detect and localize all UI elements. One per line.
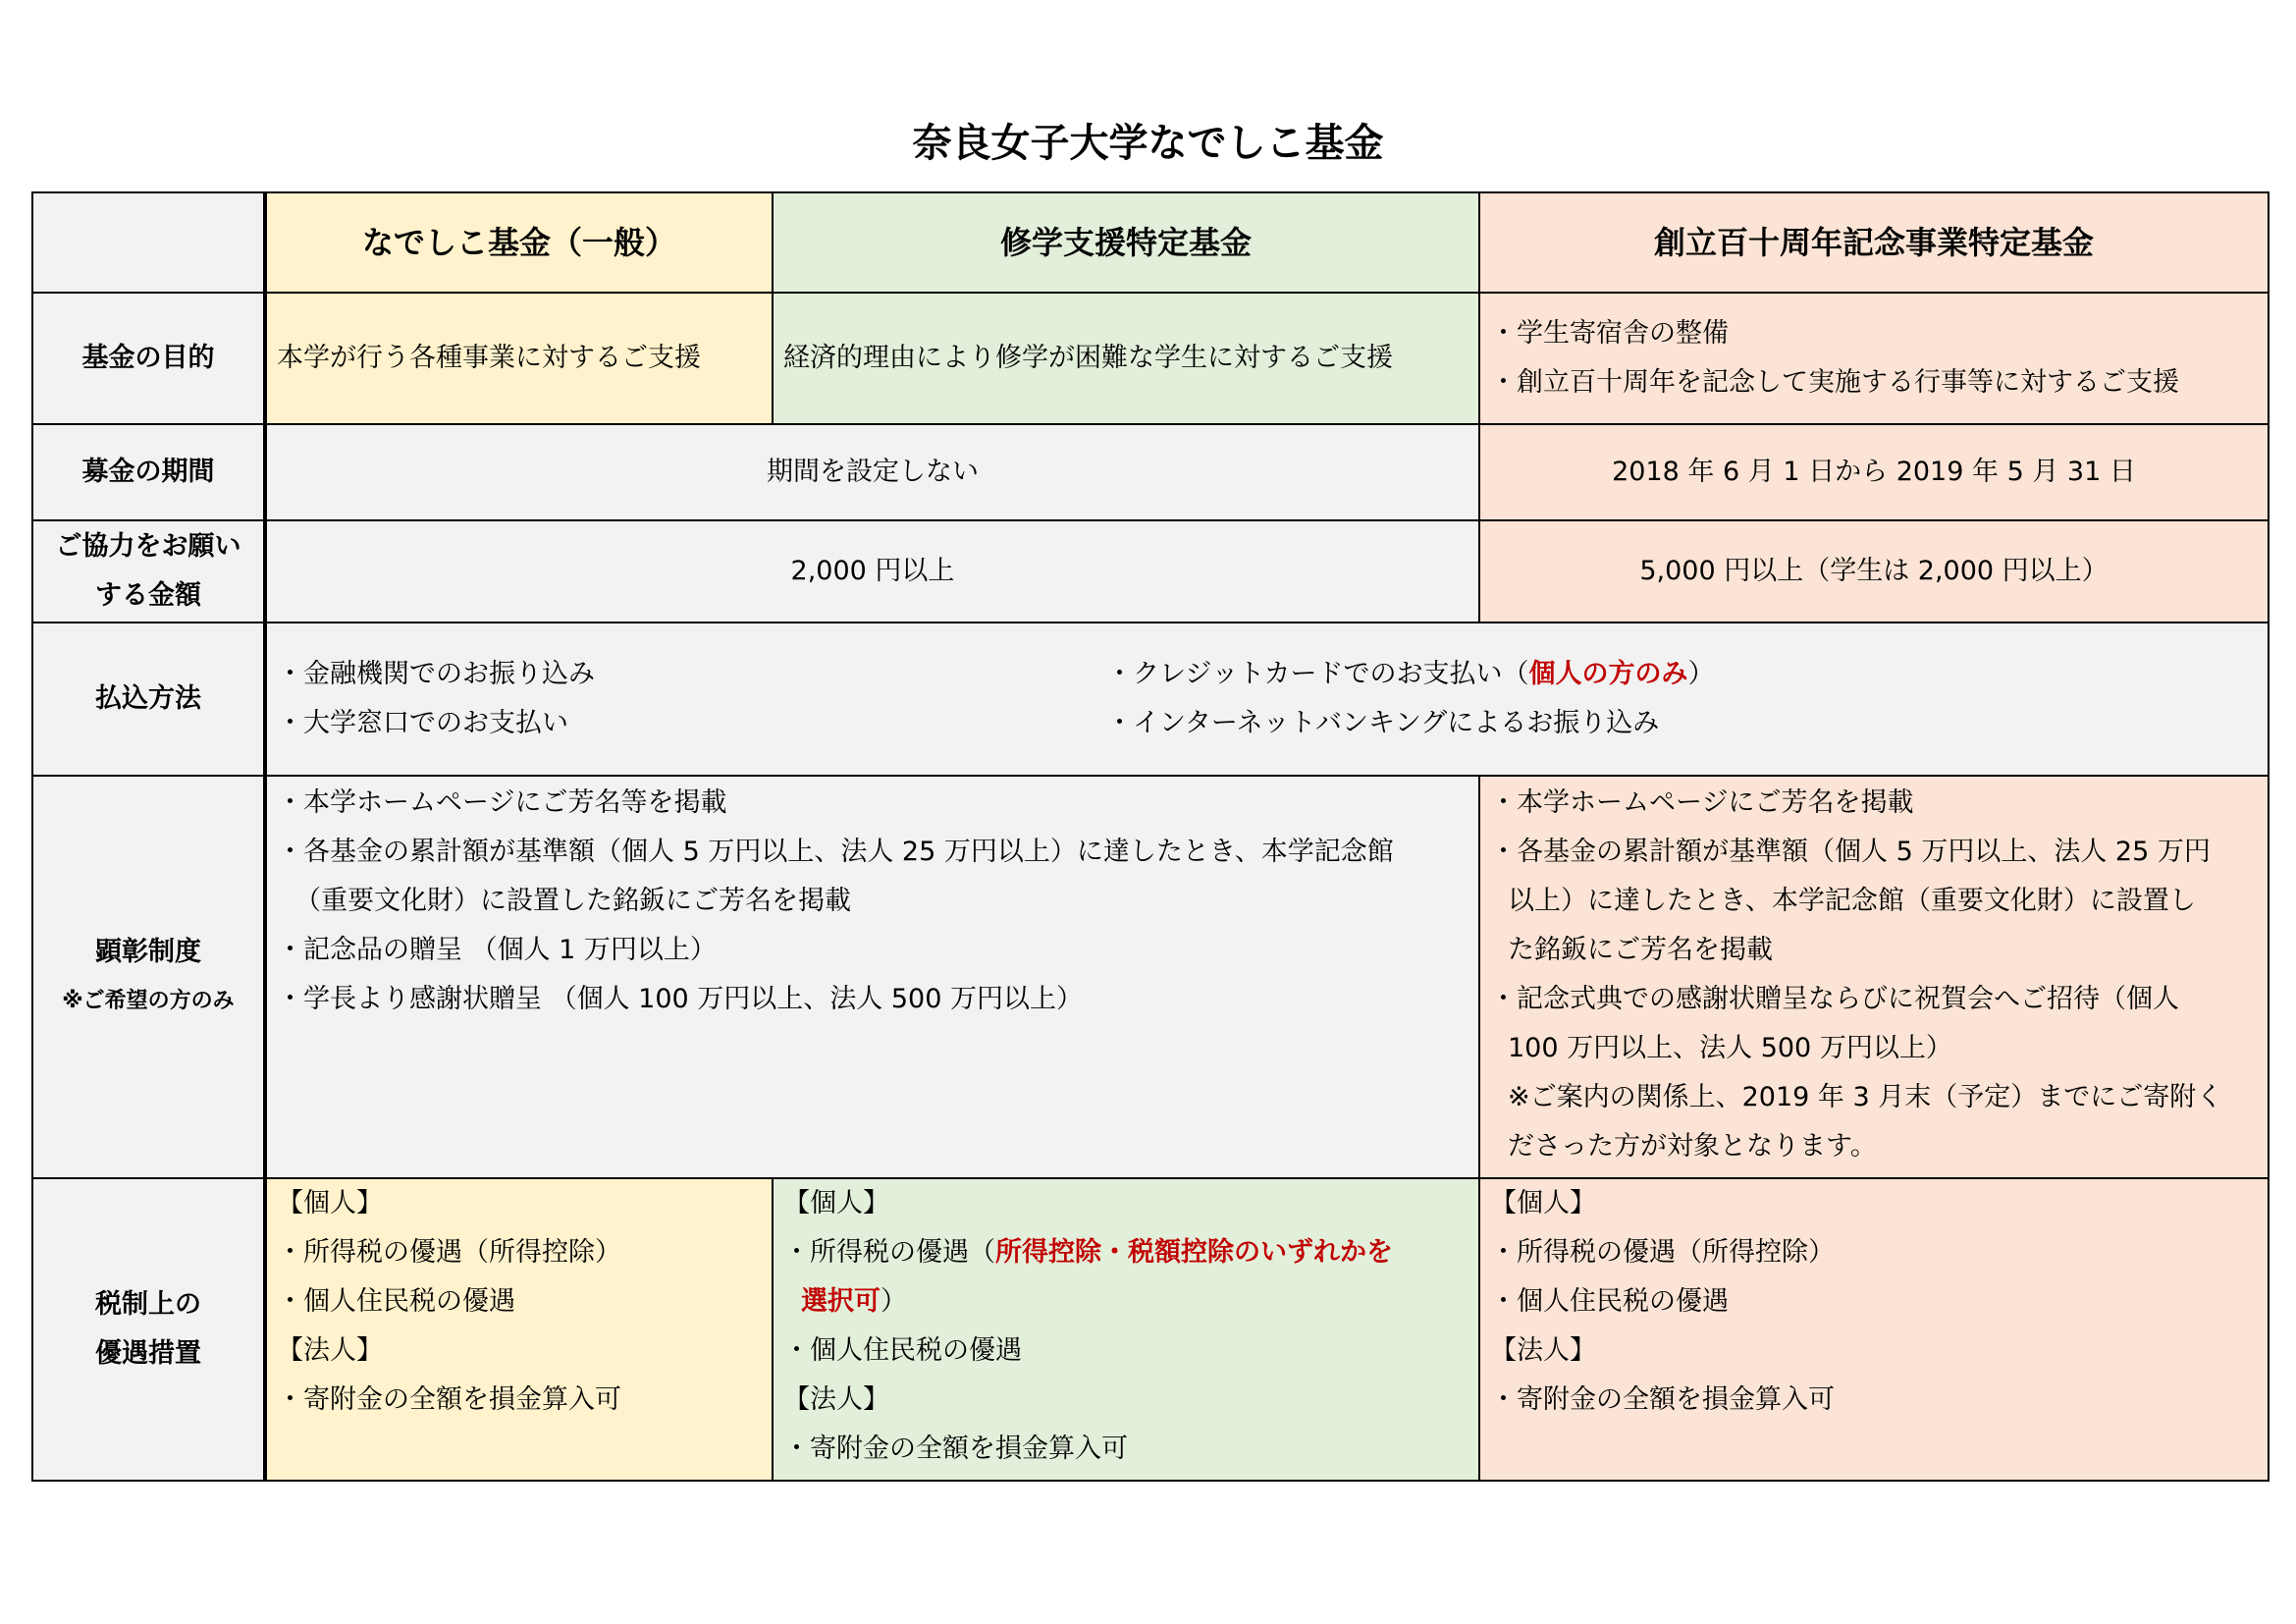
tax-item: ・個人住民税の優遇 <box>1490 1286 1729 1317</box>
tax-item-income-cont <box>783 1277 1468 1326</box>
tax-item: ・所得税の優遇（所得控除） <box>277 1237 621 1268</box>
amount-label-line2: する金額 <box>95 580 201 611</box>
tax-item: 【個人】 <box>783 1188 889 1218</box>
recognition-item: ・各基金の累計額が基準額（個人 5 万円以上、法人 25 万円以上）に達したとき、本学記念館 <box>277 837 1394 867</box>
tax-anniversary <box>1479 1178 2269 1481</box>
tax-item: ・寄附金の全額を損金算入可 <box>1490 1384 1835 1415</box>
tax-row <box>32 1178 2269 1481</box>
recognition-label <box>32 776 265 1178</box>
period-anniversary: 2018 年 6 月 1 日から 2019 年 5 月 31 日 <box>1479 424 2269 520</box>
payment-methods <box>265 623 2269 776</box>
recognition-item: ・本学ホームページにご芳名等を掲載 <box>277 787 727 818</box>
payment-method-credit <box>1106 650 1715 699</box>
recognition-item: ・各基金の累計額が基準額（個人 5 万円以上、法人 25 万円 <box>1490 837 2211 867</box>
purpose-row <box>32 293 2269 424</box>
tax-item: ・寄附金の全額を損金算入可 <box>783 1434 1128 1464</box>
tax-label <box>32 1178 265 1481</box>
tax-income-suffix: ） <box>881 1286 907 1317</box>
recognition-item: 100 万円以上、法人 500 万円以上） <box>1508 1033 1952 1063</box>
payment-methods-left <box>277 650 595 748</box>
recognition-item: （重要文化財）に設置した銘鈑にご芳名を掲載 <box>294 886 851 916</box>
purpose-anniversary-line: ・学生寄宿舎の整備 <box>1490 318 1729 349</box>
page-title: 奈良女子大学なでしこ基金 <box>912 121 1384 166</box>
tax-label-line2: 優遇措置 <box>95 1338 201 1369</box>
tax-general <box>265 1178 773 1481</box>
amount-label <box>32 520 265 623</box>
tax-item: 【法人】 <box>277 1335 383 1366</box>
column-header-anniversary: 創立百十周年記念事業特定基金 <box>1479 192 2269 293</box>
corner-cell <box>32 192 265 293</box>
payment-method: ・金融機関でのお振り込み <box>277 659 595 689</box>
tax-income-prefix: ・所得税の優遇（ <box>783 1237 995 1268</box>
payment-credit-prefix: ・クレジットカードでのお支払い（ <box>1106 659 1529 689</box>
period-label: 募金の期間 <box>32 424 265 520</box>
recognition-item: ・本学ホームページにご芳名を掲載 <box>1490 787 1914 818</box>
recognition-anniversary <box>1479 776 2269 1178</box>
header-row <box>32 192 2269 293</box>
tax-study <box>773 1178 1479 1481</box>
tax-item: 【個人】 <box>277 1188 383 1218</box>
tax-item-income <box>783 1228 1468 1277</box>
recognition-item: ・記念式典での感謝状贈呈ならびに祝賀会へご招待（個人 <box>1490 984 2179 1014</box>
recognition-note: ださった方が対象となります。 <box>1508 1131 1877 1162</box>
purpose-anniversary-line: ・創立百十周年を記念して実施する行事等に対するご支援 <box>1490 367 2179 398</box>
payment-row <box>32 623 2269 776</box>
recognition-row <box>32 776 2269 1178</box>
recognition-sublabel: ※ご希望の方のみ <box>62 989 235 1013</box>
recognition-item: ・記念品の贈呈 （個人 1 万円以上） <box>277 935 717 965</box>
payment-credit-suffix: ） <box>1687 659 1715 689</box>
tax-item: 【個人】 <box>1490 1188 1596 1218</box>
tax-income-option: 所得控除・税額控除のいずれかを <box>995 1237 1393 1268</box>
purpose-general: 本学が行う各種事業に対するご支援 <box>265 293 773 424</box>
period-row <box>32 424 2269 520</box>
payment-method: ・インターネットバンキングによるお振り込み <box>1106 708 1660 738</box>
amount-label-line1: ご協力をお願い <box>55 531 241 562</box>
amount-row <box>32 520 2269 623</box>
fund-comparison-table <box>31 191 2269 1482</box>
purpose-label: 基金の目的 <box>32 293 265 424</box>
payment-label: 払込方法 <box>32 623 265 776</box>
recognition-note: ※ご案内の関係上、2019 年 3 月末（予定）までにご寄附く <box>1508 1082 2223 1112</box>
payment-credit-note: 個人の方のみ <box>1528 659 1688 689</box>
payment-methods-right <box>1106 650 1715 748</box>
period-general-study: 期間を設定しない <box>265 424 1479 520</box>
payment-method: ・大学窓口でのお支払い <box>277 708 568 738</box>
recognition-item: 以上）に達したとき、本学記念館（重要文化財）に設置し <box>1508 886 2196 916</box>
tax-item: ・個人住民税の優遇 <box>783 1335 1022 1366</box>
tax-item: 【法人】 <box>1490 1335 1596 1366</box>
column-header-general: なでしこ基金（一般） <box>265 192 773 293</box>
tax-item: ・個人住民税の優遇 <box>277 1286 515 1317</box>
tax-label-line1: 税制上の <box>95 1289 201 1320</box>
tax-item: ・寄附金の全額を損金算入可 <box>277 1384 621 1415</box>
recognition-item: ・学長より感謝状贈呈 （個人 100 万円以上、法人 500 万円以上） <box>277 984 1083 1014</box>
recognition-general-study <box>265 776 1479 1178</box>
tax-item: 【法人】 <box>783 1384 889 1415</box>
tax-income-option-cont: 選択可 <box>801 1286 881 1317</box>
purpose-anniversary <box>1479 293 2269 424</box>
amount-anniversary: 5,000 円以上（学生は 2,000 円以上） <box>1479 520 2269 623</box>
column-header-study: 修学支援特定基金 <box>773 192 1479 293</box>
recognition-label-text: 顕彰制度 <box>95 937 201 967</box>
tax-item: ・所得税の優遇（所得控除） <box>1490 1237 1835 1268</box>
amount-general-study: 2,000 円以上 <box>265 520 1479 623</box>
purpose-study: 経済的理由により修学が困難な学生に対するご支援 <box>773 293 1479 424</box>
recognition-item: た銘鈑にご芳名を掲載 <box>1508 935 1773 965</box>
